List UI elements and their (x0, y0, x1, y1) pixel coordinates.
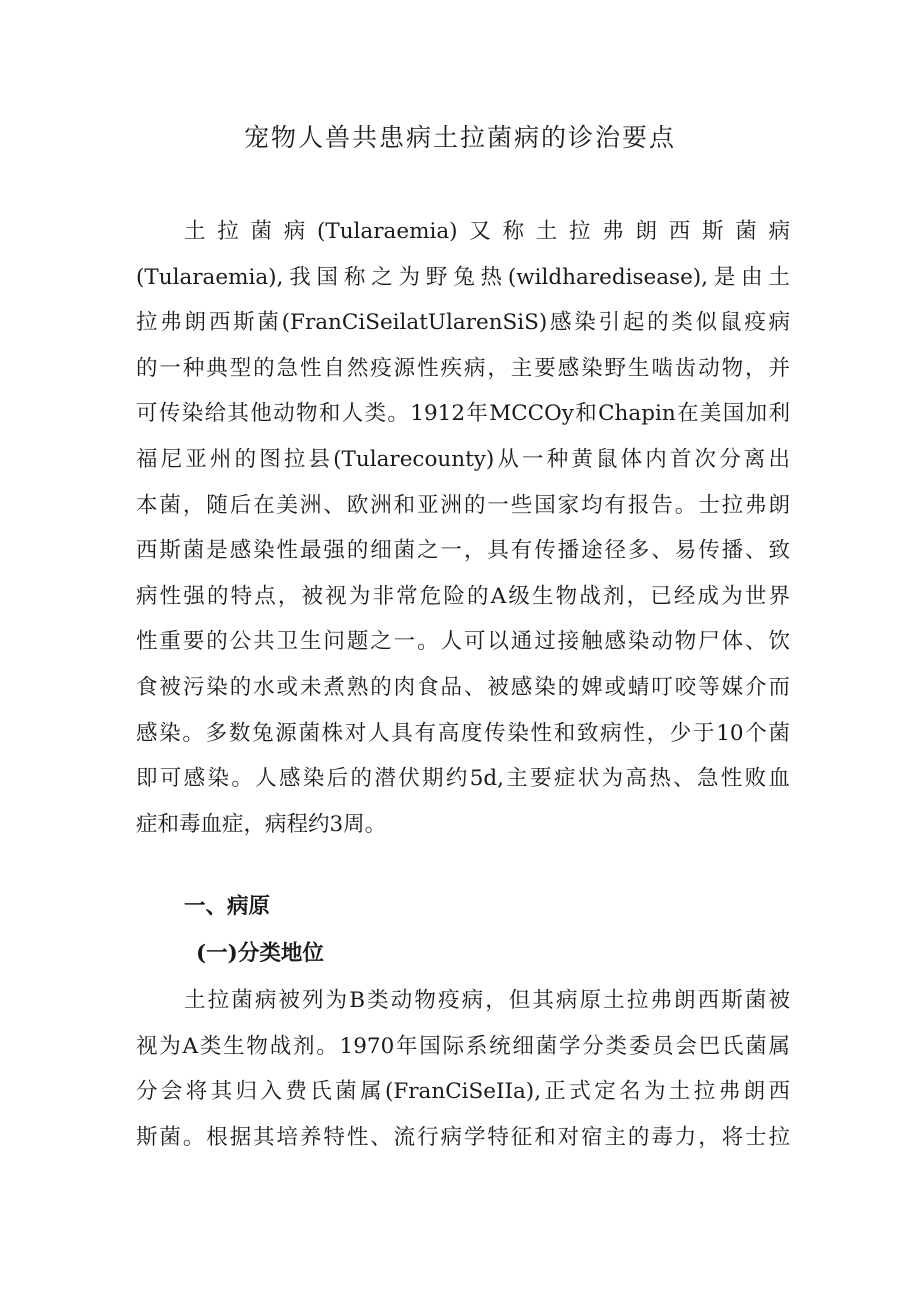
paragraph-line: 性重要的公共卫生问题之一。人可以通过接触感染动物尸体、饮 (136, 629, 790, 655)
paragraph-line: 土拉菌病被列为B类动物疫病，但其病原土拉弗朗西斯菌被 (184, 988, 790, 1013)
paragraph-line: 拉弗朗西斯菌(FranCiSeilatUlarenSiS)感染引起的类似鼠疫病 (136, 310, 790, 336)
paragraph-line: 土拉菌病(Tularaemia)又称土拉弗朗西斯菌病 (184, 219, 790, 244)
paragraph-line: 病性强的特点，被视为非常危险的A级生物战剂，已经成为世界 (136, 583, 790, 609)
paragraph-line: 本菌，随后在美洲、欧洲和亚洲的一些国家均有报告。士拉弗朗 (136, 492, 790, 518)
paragraph-line: 西斯菌是感染性最强的细菌之一，具有传播途径多、易传播、致 (136, 538, 790, 564)
classification-paragraph (136, 978, 790, 1160)
paragraph-line: 分会将其归入费氏菌属(FranCiSeIIa),正式定名为土拉弗朗西 (136, 1079, 790, 1105)
paragraph-line: 视为A类生物战剂。1970年国际系统细菌学分类委员会巴氏菌属 (136, 1033, 790, 1059)
paragraph-line: (Tularaemia),我国称之为野兔热(wildharedisease),是由土 (136, 264, 790, 290)
paragraph-line: 可传染给其他动物和人类。1912年MCCOy和Chapin在美国加利 (136, 401, 790, 427)
intro-paragraph (136, 209, 790, 847)
paragraph-line: 感染。多数兔源菌株对人具有高度传染性和致病性，少于10个菌 (136, 720, 790, 746)
paragraph-line: 斯菌。根据其培养特性、流行病学特征和对宿主的毒力，将士拉 (136, 1124, 790, 1150)
paragraph-line: 症和毒血症，病程约3周。 (136, 811, 387, 837)
document-title: 宠物人兽共患病土拉菌病的诊治要点 (243, 123, 676, 152)
subsection-heading-classification: (一)分类地位 (196, 941, 324, 966)
paragraph-line: 即可感染。人感染后的潜伏期约5d,主要症状为高热、急性败血 (136, 766, 790, 792)
paragraph-line: 福尼亚州的图拉县(Tularecounty)从一种黄鼠体内首次分离出 (136, 446, 790, 472)
paragraph-line: 食被污染的水或未煮熟的肉食品、被感染的婢或蜻叮咬等媒介而 (136, 674, 790, 700)
section-heading-pathogen: 一、病原 (184, 894, 271, 919)
paragraph-line: 的一种典型的急性自然疫源性疾病，主要感染野生啮齿动物，并 (136, 355, 790, 381)
